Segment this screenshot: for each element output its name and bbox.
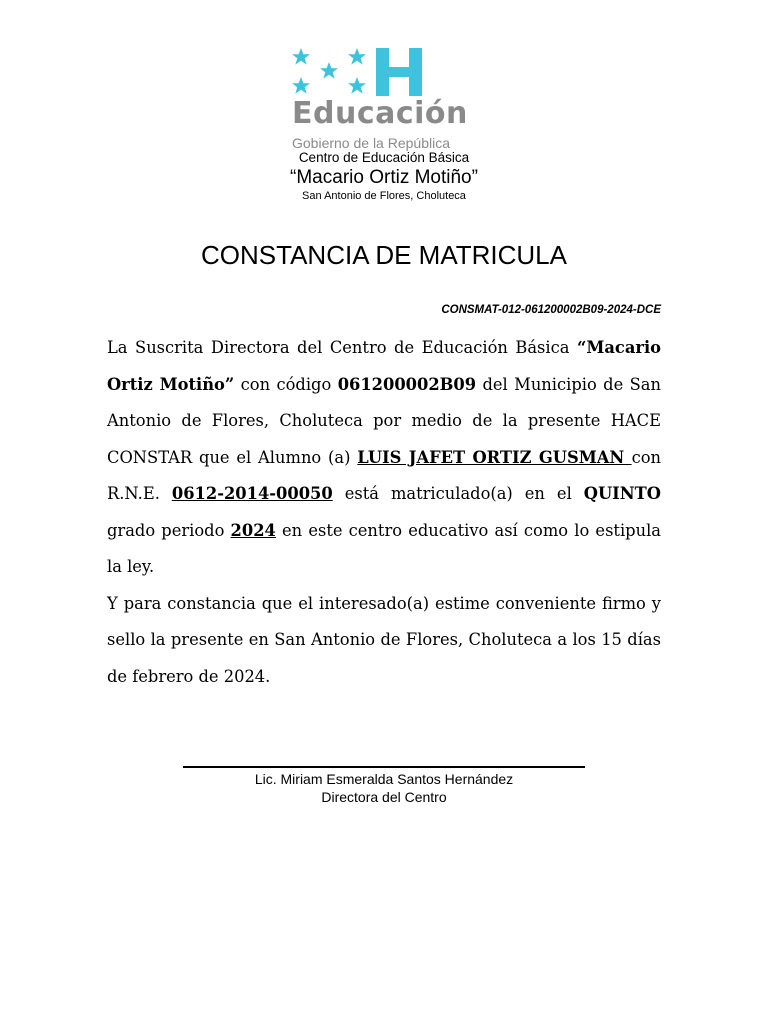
period-year: 2024 — [230, 520, 276, 540]
star-icon — [292, 48, 310, 65]
body-paragraph-2: Y para constancia que el interesado(a) estime conveniente firmo y sello la presente en San Antonio de Flores, Choluteca a los 15 días de febrero de 2024. — [107, 593, 661, 686]
star-icon — [320, 62, 338, 79]
school-code: 061200002B09 — [337, 374, 477, 394]
grade: QUINTO — [583, 484, 661, 503]
document-title: CONSTANCIA DE MATRICULA — [201, 240, 567, 270]
star-icon — [348, 48, 366, 65]
h-letter-icon — [376, 48, 422, 96]
school-name-inline: “Macario Ortiz Motiño” — [107, 338, 661, 394]
document-body — [107, 330, 661, 695]
body-paragraph-1: La Suscrita Directora del Centro de Educación Básica “Macario Ortiz Motiño” con código 061200002B09 del Municipio de San Antonio de Flores, Choluteca por medio de la presente HACE CONSTAR que el Alumno (a) LUIS JAFET ORTIZ GUSMAN con R.N.E. 0612-2014-00050 está matriculado(a) en el QUINTO grado periodo 2024 en este centro educativo así como lo estipula la ley. — [107, 338, 661, 576]
logo-wordmark: Educación — [292, 96, 468, 131]
signature-line — [183, 766, 585, 768]
government-line: Gobierno de la República — [292, 135, 450, 151]
rne-number: 0612-2014-00050 — [171, 484, 333, 503]
star-icon — [348, 77, 366, 94]
reference-code: CONSMAT-012-061200002B09-2024-DCE — [441, 304, 661, 316]
signatory-role: Directora del Centro — [321, 789, 447, 805]
star-icon — [292, 77, 310, 94]
school-type: Centro de Educación Básica — [298, 150, 470, 165]
school-location: San Antonio de Flores, Choluteca — [302, 190, 466, 202]
student-name: LUIS JAFET ORTIZ GUSMAN — [357, 447, 632, 467]
signatory-name: Lic. Miriam Esmeralda Santos Hernández — [254, 771, 514, 787]
school-name: “Macario Ortiz Motiño” — [290, 167, 478, 188]
education-logo — [290, 44, 480, 104]
